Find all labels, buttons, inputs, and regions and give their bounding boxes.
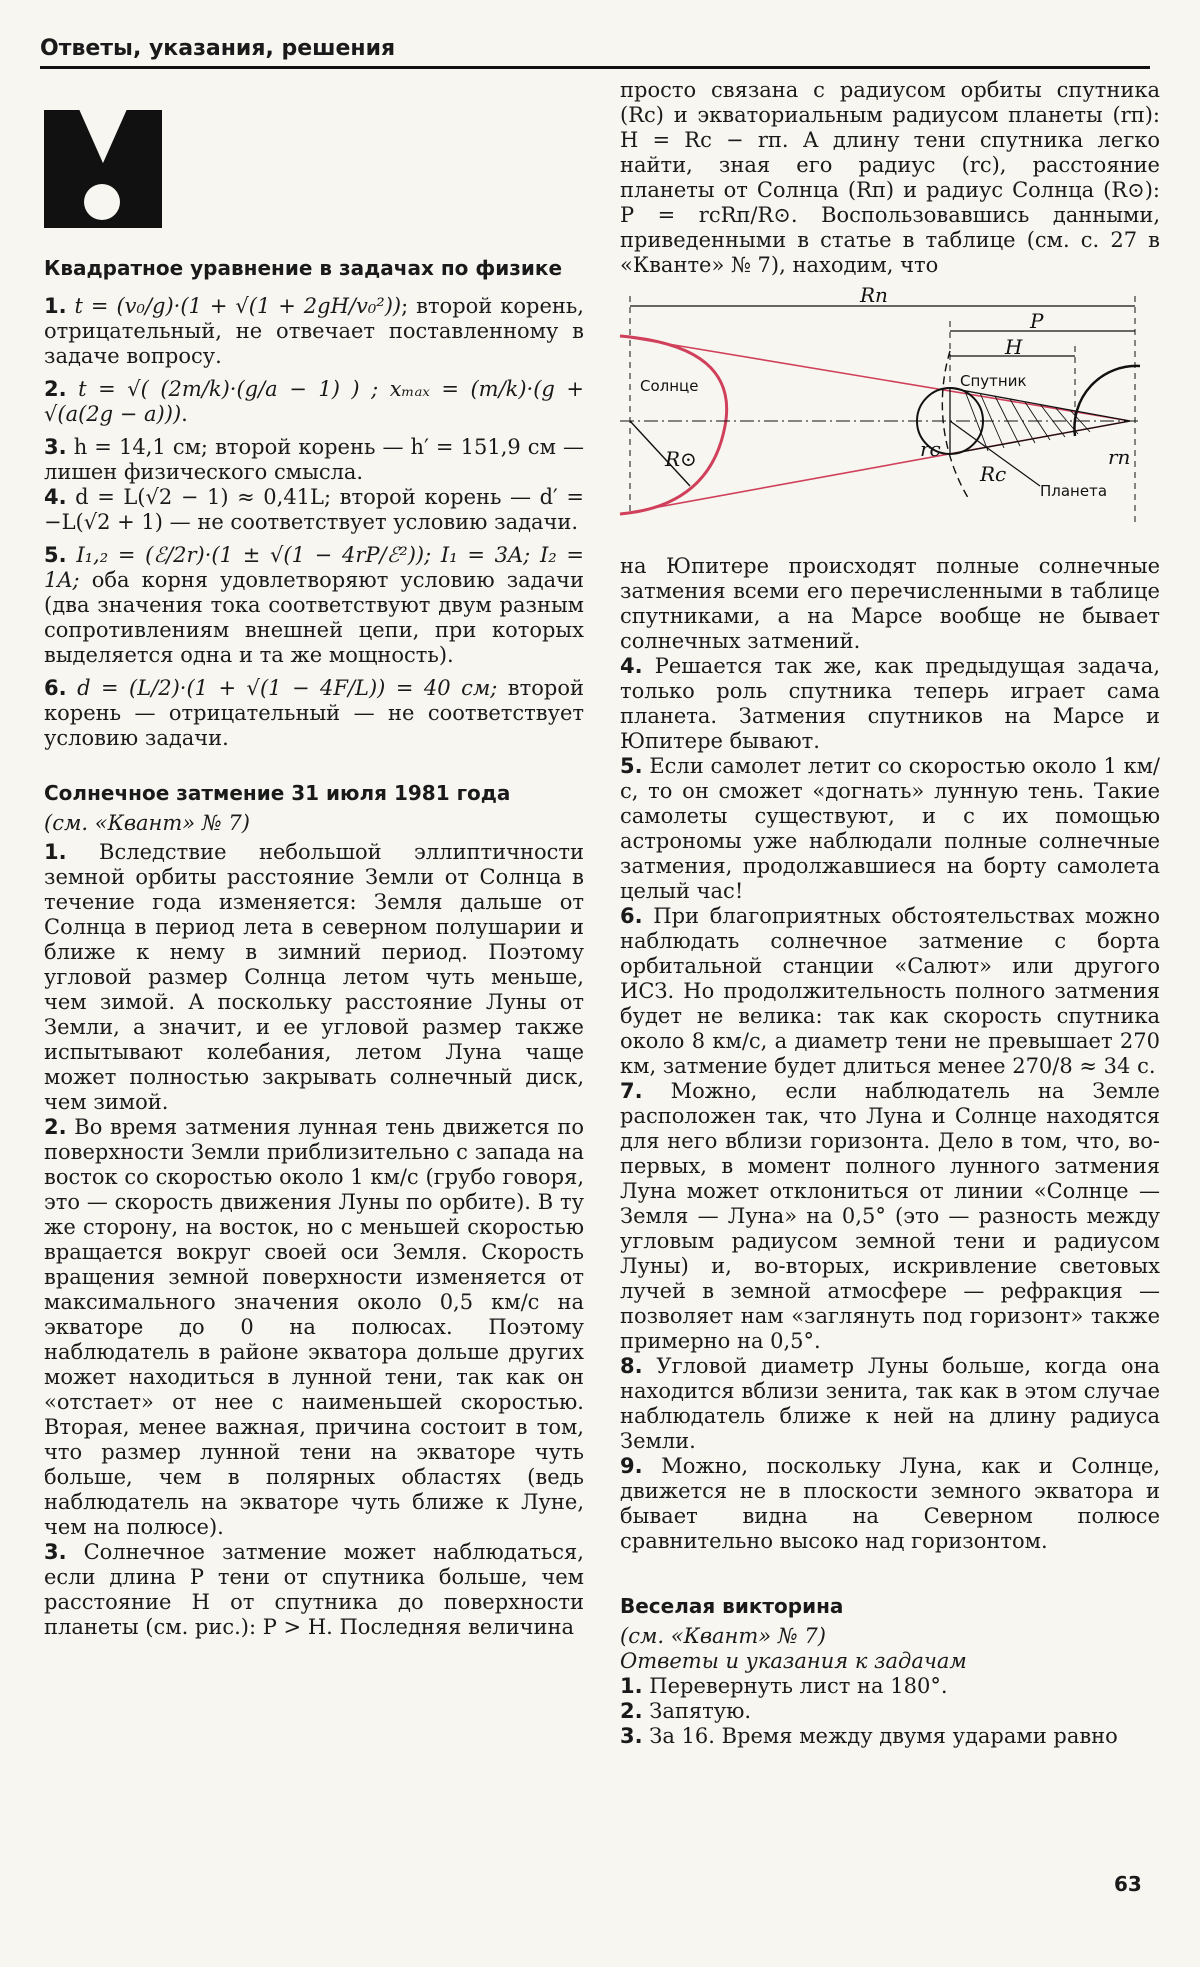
label-rc: rc: [920, 437, 941, 461]
label-P: P: [1030, 309, 1044, 333]
paragraph-after-diagram: на Юпитере происходят полные солнечные затмения всеми его перечисленными в таблице спутниками, а на Марсе вообще не бывает солнечных затмений.: [620, 554, 1160, 653]
answer-item: 5. I₁,₂ = (ℰ/2r)·(1 ± √(1 − 4rP/ℰ²)); I₁ = 3A; I₂ = 1A; оба корня удовлетворяют условию задачи (два значения тока соответствуют двум разным сопротивлениям внешней цепи, при которых выделяется одна и та же мощность).: [44, 543, 584, 667]
page-number: 63: [1114, 1872, 1142, 1896]
label-Rp: Rп: [860, 283, 888, 307]
answer-item: 1. t = (v₀/g)·(1 + √(1 + 2gH/v₀²)); второй корень, отрицательный, не отвечает поставленному в задаче вопросу.: [44, 294, 584, 368]
answer-item: 8. Угловой диаметр Луны больше, когда она находится вблизи зенита, так как в этом случае наблюдатель ближе к ней на длину радиуса Земли.: [620, 1354, 1160, 1453]
answer-item: 9. Можно, поскольку Луна, как и Солнце, движется не в плоскости земного экватора и бывает видна на Северном полюсе сравнительно высоко над горизонтом.: [620, 1454, 1160, 1553]
right-column: [620, 78, 1160, 1749]
answer-item: 2. Во время затмения лунная тень движется по поверхности Земли приблизительно с запада на восток со скоростью около 1 км/с (грубо говоря, это — скорость движения Луны по орбите). В ту же сторону, на восток, но с меньшей скоростью вращается вокруг своей оси Земля. Скорость вращения земной поверхности изменяется от максимального значения около 0,5 км/с на экваторе до 0 на полюсах. Поэтому наблюдатель в районе экватора дольше других может находиться в лунной тени, так как он «отстает» от нее с наименьшей скоростью. Вторая, менее важная, причина состоит в том, что размер лунной тени на экваторе чуть больше, чем в полярных областях (ведь наблюдатель на экваторе чуть ближе к Луне, чем на полюсе).: [44, 1115, 584, 1539]
label-Rsun: R⊙: [665, 447, 697, 471]
answer-item: 3. За 16. Время между двумя ударами равно: [620, 1724, 1118, 1748]
section-subtitle: (см. «Квант» № 7): [44, 811, 250, 835]
page-header: Ответы, указания, решения: [40, 36, 396, 61]
answer-item: 4. d = L(√2 − 1) ≈ 0,41L; второй корень — d′ = −L(√2 + 1) — не соответствует условию задачи.: [44, 485, 584, 534]
label-Rc: Rc: [980, 462, 1007, 486]
section-subtitle-2: Ответы и указания к задачам: [620, 1649, 967, 1673]
answer-item: 3. h = 14,1 см; второй корень — h′ = 151,9 см — лишен физического смысла.: [44, 435, 584, 484]
question-mark-logo-icon: [44, 110, 162, 228]
label-satellite: Спутник: [960, 372, 1027, 390]
logo-dot: [84, 184, 120, 220]
paragraph-intro: просто связана с радиусом орбиты спутника (Rс) и экваториальным радиусом планеты (rп): H = Rс − rп. А длину тени спутника легко найти, зная его радиус (rс), расстояние планеты от Солнца (Rп) и радиус Солнца (R⊙): P = rсRп/R⊙. Воспользовавшись данными, приведенными в статье в таблице (см. с. 27 в «Кванте» № 7), находим, что: [620, 78, 1160, 277]
answer-item: 1. Вследствие небольшой эллиптичности земной орбиты расстояние Земли от Солнца в течение года изменяется: Земля дальше от Солнца в период лета в северном полушарии и ближе к нему в зимний период. Поэтому угловой размер Солнца летом чуть меньше, чем зимой. А поскольку расстояние Луны от Земли, а значит, и ее угловой размер также испытывают колебания, летом Луна чаще может полностью закрывать солнечный диск, чем зимой.: [44, 840, 584, 1114]
label-H: H: [1005, 335, 1023, 359]
section-title-quadratic: Квадратное уравнение в задачах по физике: [44, 256, 563, 280]
section-title-eclipse: Солнечное затмение 31 июля 1981 года: [44, 781, 511, 805]
header-rule: [40, 66, 1150, 69]
answer-item: 2. t = √( (2m/k)·(g/a − 1) ) ; xₘₐₓ = (m/k)·(g + √(a(2g − a))).: [44, 377, 584, 426]
answer-item: 2. Запятую.: [620, 1699, 752, 1723]
answer-item: 7. Можно, если наблюдатель на Земле расположен так, что Луна и Солнце находятся для него вблизи горизонта. Дело в том, что, во-первых, в момент полного лунного затмения Луна может отклониться от линии «Солнце — Земля — Луна» на 0,5° (это — разность между угловым радиусом земной тени и радиусом Луны) и, во-вторых, искривление световых лучей в земной атмосфере — рефракция — позволяет нам «заглянуть под горизонт» также примерно на 0,5°.: [620, 1079, 1160, 1353]
answer-item: 6. d = (L/2)·(1 + √(1 − 4F/L)) = 40 см; второй корень — отрицательный — не соответствует условию задачи.: [44, 676, 584, 750]
eclipse-shadow-diagram: [620, 283, 1160, 536]
section-subtitle: (см. «Квант» № 7): [620, 1624, 826, 1648]
answer-item: 5. Если самолет летит со скоростью около 1 км/с, то он сможет «догнать» лунную тень. Такие самолеты существуют, и с их помощью астрономы уже наблюдали полные солнечные затмения, продолжавшиеся на борту самолета целый час!: [620, 754, 1160, 903]
section-title-quiz: Веселая викторина: [620, 1594, 844, 1618]
label-rp: rп: [1108, 445, 1131, 469]
sun-arc: [620, 336, 727, 514]
label-sun: Солнце: [640, 377, 699, 395]
answer-item: 4. Решается так же, как предыдущая задача, только роль спутника теперь играет сама планета. Затмения спутников на Марсе и Юпитере бывают.: [620, 654, 1160, 753]
answer-item: 6. При благоприятных обстоятельствах можно наблюдать солнечное затмение с борта орбитальной станции «Салют» или другого ИСЗ. Но продолжительность полного затмения будет не велика: так как скорость спутника около 8 км/с, а диаметр тени не превышает 270 км, затмение будет длиться менее 270/8 ≈ 34 с.: [620, 904, 1160, 1078]
answer-item: 1. Перевернуть лист на 180°.: [620, 1674, 948, 1698]
label-planet: Планета: [1040, 482, 1108, 500]
left-column: [44, 78, 584, 1640]
answer-item: 3. Солнечное затмение может наблюдаться, если длина P тени от спутника больше, чем расстояние H от спутника до поверхности планеты (см. рис.): P > H. Последняя величина: [44, 1540, 584, 1639]
